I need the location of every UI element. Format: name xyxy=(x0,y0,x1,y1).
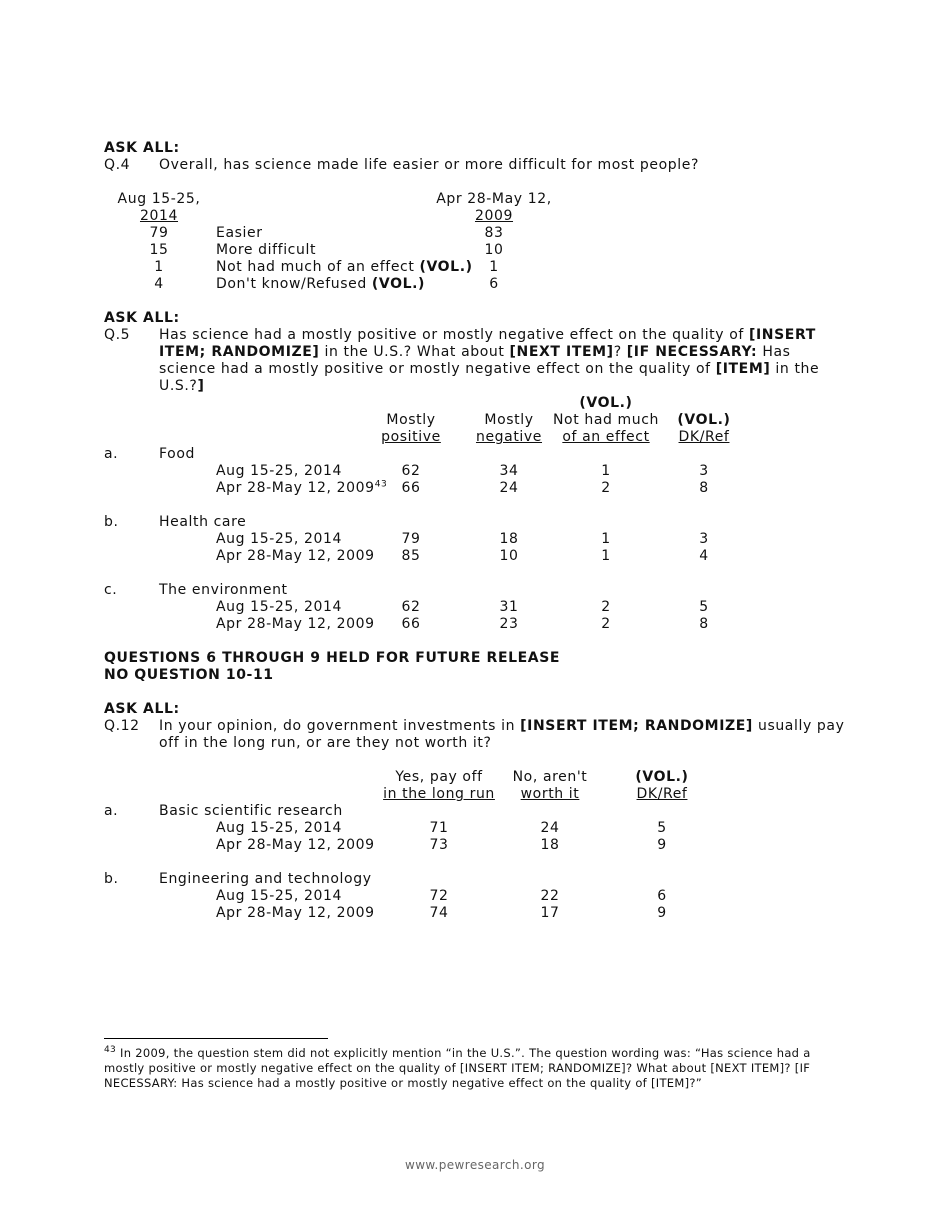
item-name: Engineering and technology xyxy=(159,871,372,887)
q12-question-text xyxy=(159,718,849,752)
q4-value-2009: 1 xyxy=(489,259,499,275)
q5-head-positive-sub: positive xyxy=(381,429,441,445)
q4-col2-year: 2009 xyxy=(474,208,514,224)
q4-row-label: More difficult xyxy=(216,242,317,258)
q5-ask-all: ASK ALL: xyxy=(104,310,180,326)
item-name: Health care xyxy=(159,514,247,530)
q4-value-2009: 6 xyxy=(489,276,499,292)
row-date: Apr 28-May 12, 2009 xyxy=(216,905,375,921)
item-letter: b. xyxy=(104,871,119,887)
cell: 24 xyxy=(540,820,560,836)
q5-text-part: Has science had a mostly positive or mostly negative effect on the quality of xyxy=(159,344,791,377)
cell: 10 xyxy=(499,548,519,564)
cell: 3 xyxy=(699,531,709,547)
q12-head-dkref: DK/Ref xyxy=(636,786,688,802)
q12-head-no: No, aren't xyxy=(512,769,588,785)
cell: 66 xyxy=(401,616,421,632)
q12-head-yes-sub: in the long run xyxy=(383,786,495,802)
cell: 18 xyxy=(540,837,560,853)
row-date: Apr 28-May 12, 2009 xyxy=(216,616,375,632)
q4-number: Q.4 xyxy=(104,157,131,173)
cell: 5 xyxy=(657,820,667,836)
q5-insert-item: [INSERT ITEM; RANDOMIZE] xyxy=(159,327,816,360)
q4-col2-head: Apr 28-May 12, xyxy=(436,191,552,207)
q5-head-no-effect-sub: of an effect xyxy=(562,429,650,445)
q5-head-vol: (VOL.) xyxy=(677,412,731,428)
cell: 17 xyxy=(540,905,560,921)
cell: 79 xyxy=(401,531,421,547)
q5-if-necessary: [IF NECESSARY: xyxy=(626,344,758,360)
q12-number: Q.12 xyxy=(104,718,140,734)
q5-head-negative: Mostly xyxy=(484,412,534,428)
q5-next-item: [NEXT ITEM] xyxy=(509,344,614,360)
held-note: QUESTIONS 6 THROUGH 9 HELD FOR FUTURE RELEASE xyxy=(104,650,561,666)
q12-head-yes: Yes, pay off xyxy=(395,769,483,785)
row-date: Apr 28-May 12, 2009 xyxy=(216,548,375,564)
footnote-ref[interactable]: 43 xyxy=(374,479,388,490)
q4-ask-all: ASK ALL: xyxy=(104,140,180,156)
row-date: Apr 28-May 12, 2009 xyxy=(216,837,375,853)
cell: 5 xyxy=(699,599,709,615)
cell: 1 xyxy=(601,463,611,479)
cell: 2 xyxy=(601,616,611,632)
cell: 9 xyxy=(657,837,667,853)
cell: 34 xyxy=(499,463,519,479)
q12-ask-all: ASK ALL: xyxy=(104,701,180,717)
cell: 71 xyxy=(429,820,449,836)
item-letter: a. xyxy=(104,803,119,819)
row-date: Aug 15-25, 2014 xyxy=(216,463,342,479)
cell: 8 xyxy=(699,616,709,632)
q12-insert-item: [INSERT ITEM; RANDOMIZE] xyxy=(520,718,753,734)
q12-text-part: In your opinion, do government investments in xyxy=(159,718,521,734)
q12-head-no-sub: worth it xyxy=(520,786,580,802)
cell: 9 xyxy=(657,905,667,921)
cell: 74 xyxy=(429,905,449,921)
q4-row-label xyxy=(216,259,473,276)
item-letter: a. xyxy=(104,446,119,462)
q4-row-label-text: Not had much of an effect xyxy=(216,259,415,275)
cell: 62 xyxy=(401,463,421,479)
footnote-mark: 43 xyxy=(104,1045,117,1056)
q4-row-label: Easier xyxy=(216,225,263,241)
footnote-text: In 2009, the question stem did not explicitly mention “in the U.S.”. The question wording was: “Has science had a mostly positive or mostly negative effect on the quality of [INSERT ITEM; RANDOMIZE]? What about [NEXT ITEM]? [IF NECESSARY: Has science had a mostly positive or mostly negative effect on the quality of [ITEM]?” xyxy=(104,1046,811,1090)
q5-item: [ITEM] xyxy=(715,361,771,377)
q12-text-part: usually pay off in the long run, or are they not worth it? xyxy=(159,718,845,751)
q5-head-negative-sub: negative xyxy=(475,429,543,445)
row-date: Aug 15-25, 2014 xyxy=(216,531,342,547)
cell: 85 xyxy=(401,548,421,564)
cell: 23 xyxy=(499,616,519,632)
item-letter: c. xyxy=(104,582,118,598)
cell: 1 xyxy=(601,531,611,547)
q4-row-label xyxy=(216,276,425,293)
q4-col1-year: 2014 xyxy=(139,208,179,224)
q4-value-2014: 79 xyxy=(149,225,169,241)
cell: 66 xyxy=(401,480,421,496)
row-date-text: Apr 28-May 12, 2009 xyxy=(216,480,375,496)
cell: 8 xyxy=(699,480,709,496)
q5-head-positive: Mostly xyxy=(386,412,436,428)
row-date: Aug 15-25, 2014 xyxy=(216,599,342,615)
q5-text-part: in the U.S.? What about xyxy=(319,344,510,360)
q5-question-text xyxy=(159,327,839,395)
footnote xyxy=(104,1046,844,1091)
cell: 2 xyxy=(601,480,611,496)
cell: 72 xyxy=(429,888,449,904)
item-letter: b. xyxy=(104,514,119,530)
q4-value-2014: 1 xyxy=(154,259,164,275)
footnote-divider xyxy=(104,1038,328,1039)
q5-text-part: Has science had a mostly positive or mostly negative effect on the quality of xyxy=(159,327,749,343)
q5-head-no-effect: Not had much xyxy=(552,412,660,428)
q4-row-label-text: Don't know/Refused xyxy=(216,276,367,292)
row-date xyxy=(216,480,387,497)
cell: 3 xyxy=(699,463,709,479)
q4-value-2009: 83 xyxy=(484,225,504,241)
q4-question-text: Overall, has science made life easier or more difficult for most people? xyxy=(159,157,700,173)
cell: 2 xyxy=(601,599,611,615)
q5-text-part: in the U.S.? xyxy=(159,361,820,394)
q5-number: Q.5 xyxy=(104,327,131,343)
q5-bracket: ] xyxy=(197,378,205,394)
item-name: The environment xyxy=(159,582,288,598)
vol-tag: (VOL.) xyxy=(419,259,473,275)
q5-vol-top: (VOL.) xyxy=(579,395,633,411)
cell: 22 xyxy=(540,888,560,904)
cell: 4 xyxy=(699,548,709,564)
q5-text-part: ? xyxy=(613,344,627,360)
cell: 73 xyxy=(429,837,449,853)
cell: 62 xyxy=(401,599,421,615)
no-question-note: NO QUESTION 10-11 xyxy=(104,667,274,683)
q4-col1-head: Aug 15-25, xyxy=(117,191,201,207)
cell: 31 xyxy=(499,599,519,615)
vol-tag: (VOL.) xyxy=(371,276,426,292)
q4-value-2009: 10 xyxy=(484,242,504,258)
cell: 1 xyxy=(601,548,611,564)
cell: 18 xyxy=(499,531,519,547)
row-date: Aug 15-25, 2014 xyxy=(216,888,342,904)
item-name: Basic scientific research xyxy=(159,803,343,819)
q5-head-dkref: DK/Ref xyxy=(678,429,730,445)
q4-value-2014: 4 xyxy=(154,276,164,292)
row-date: Aug 15-25, 2014 xyxy=(216,820,342,836)
q12-head-vol: (VOL.) xyxy=(635,769,689,785)
footer-url[interactable]: www.pewresearch.org xyxy=(405,1158,545,1172)
q4-value-2014: 15 xyxy=(149,242,169,258)
item-name: Food xyxy=(159,446,195,462)
cell: 6 xyxy=(657,888,667,904)
cell: 24 xyxy=(499,480,519,496)
